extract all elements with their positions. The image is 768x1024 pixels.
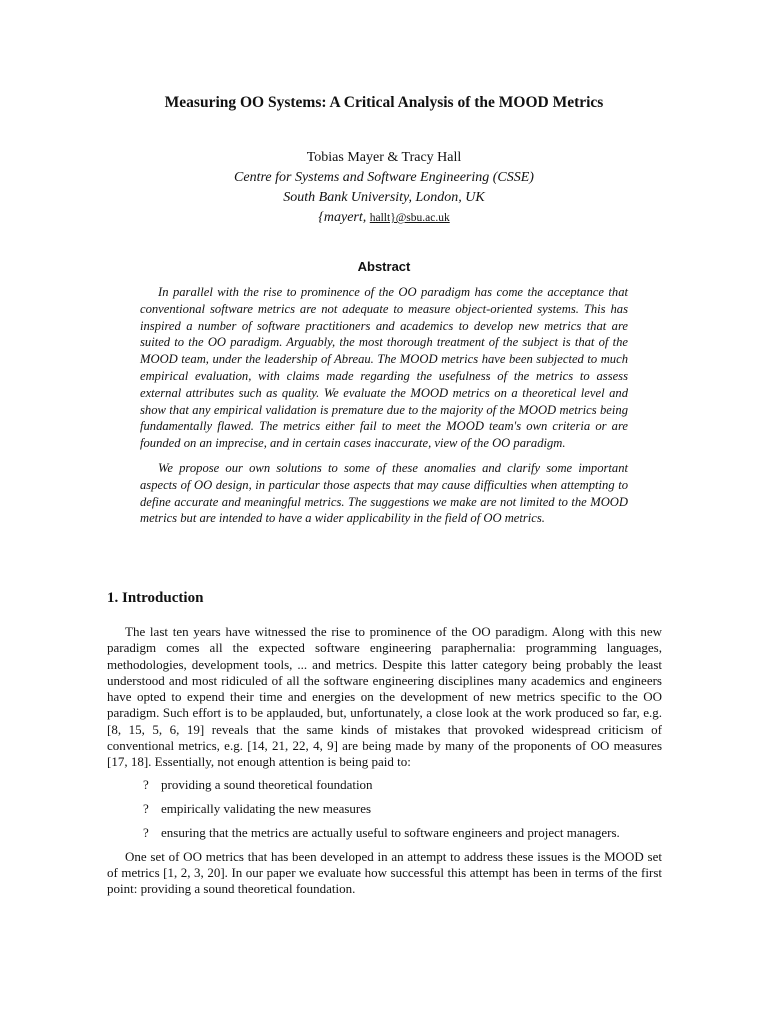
- author-email: [0, 208, 768, 228]
- introduction-body: [107, 624, 662, 898]
- email-prefix: {mayert,: [318, 210, 370, 225]
- bullet-text: empirically validating the new measures: [161, 800, 372, 816]
- author-affiliation: Centre for Systems and Software Engineering (CSSE): [234, 170, 534, 185]
- abstract-heading: Abstract: [357, 259, 411, 274]
- abstract-paragraph: In parallel with the rise to prominence of the OO paradigm has come the acceptance that conventional software metrics are not adequate to measure object-oriented systems. This has inspired a number of software practitioners and academics to develop new metrics that are suited to the OO paradigm. Arguably, the most thorough treatment of the subject is that of the MOOD team, under the leadership of Abreau. The MOOD metrics have been subjected to much empirical evaluation, with claims made regarding the usefulness of the metrics to assess external attributes such as quality. We evaluate the MOOD metrics on a theoretical level and show that any empirical validation is premature due to the majority of the MOOD metrics being fundamentally flawed. The metrics either fail to meet the MOOD team's own criteria or are founded on an imprecise, and in certain cases inaccurate, view of the OO paradigm.: [140, 285, 628, 451]
- introduction-paragraph: The last ten years have witnessed the rise to prominence of the OO paradigm. Along with this new paradigm comes all the expected software engineering paraphernalia: programming languages, methodologies, development tools, ... and metrics. Despite this latter category being probably the least understood and most ridiculed of all the software engineering disciplines many academics and engineers have opted to expend their time and energies on the development of new metrics specific to the OO paradigm. Such effort is to be applauded, but, unfortunately, a close look at the work produced so far, e.g. [8, 15, 5, 6, 19] reveals that the same kinds of mistakes that provoked widespread criticism of conventional metrics, e.g. [14, 21, 22, 4, 9] are being made by many of the proponents of OO measures [17, 18]. Essentially, not enough attention is being paid to:: [107, 624, 662, 770]
- bullet-marker: ?: [143, 824, 149, 840]
- introduction-heading: 1. Introduction: [107, 590, 204, 606]
- abstract-paragraph: We propose our own solutions to some of these anomalies and clarify some important aspects of OO design, in particular those aspects that may cause difficulties when attempting to define accurate and meaningful metrics. The suggestions we make are not limited to the MOOD metrics but are intended to have a wider applicability in the field of OO metrics.: [140, 460, 628, 526]
- bullet-list: [107, 777, 662, 841]
- paper-title: Measuring OO Systems: A Critical Analysis of the MOOD Metrics: [164, 94, 604, 111]
- list-item: [107, 777, 662, 793]
- author-institution: South Bank University, London, UK: [283, 190, 485, 205]
- bullet-marker: ?: [143, 776, 149, 792]
- list-item: [107, 801, 662, 817]
- list-item: [107, 825, 662, 841]
- author-names: Tobias Mayer & Tracy Hall: [306, 150, 462, 165]
- email-link[interactable]: hallt}@sbu.ac.uk: [369, 212, 450, 224]
- author-block: [0, 148, 768, 228]
- bullet-text: providing a sound theoretical foundation: [161, 776, 373, 792]
- bullet-marker: ?: [143, 800, 149, 816]
- introduction-paragraph: One set of OO metrics that has been developed in an attempt to address these issues is the MOOD set of metrics [1, 2, 3, 20]. In our paper we evaluate how successful this attempt has been in terms of the first point: providing a sound theoretical foundation.: [107, 848, 662, 897]
- bullet-text: ensuring that the metrics are actually useful to software engineers and project managers.: [161, 824, 620, 840]
- abstract-body: [140, 284, 628, 535]
